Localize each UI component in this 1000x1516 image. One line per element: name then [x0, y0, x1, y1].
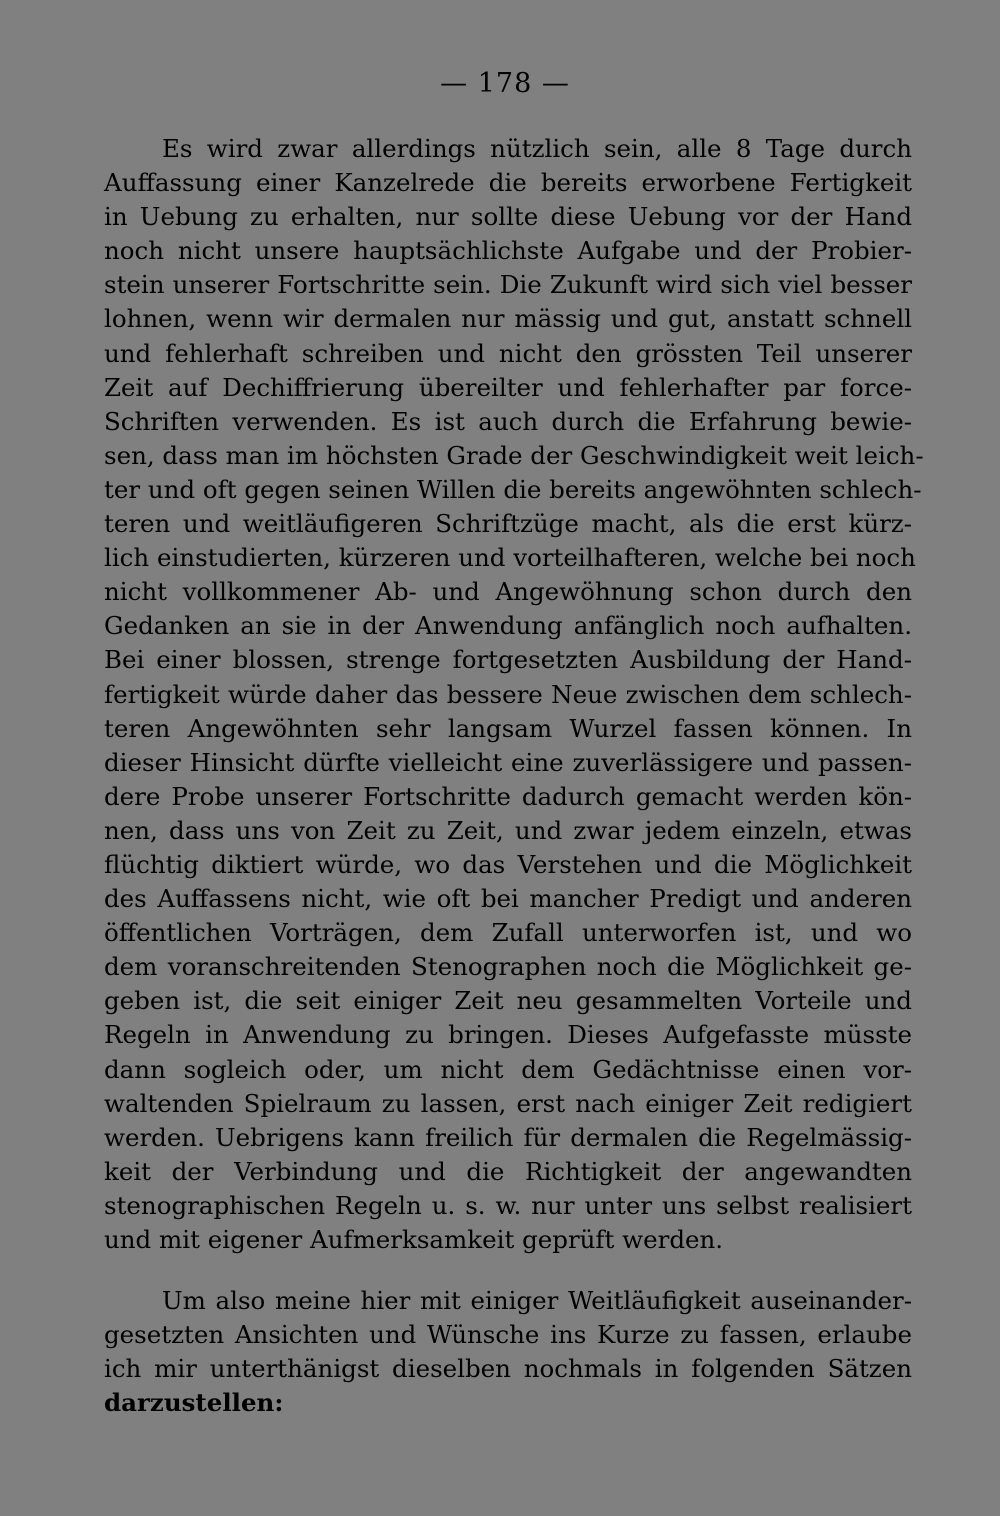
- page-number: — 178 —: [440, 68, 570, 99]
- text-line: und mit eigener Aufmerksamkeit geprüft werden.: [104, 1225, 724, 1254]
- text-line: in Uebung zu erhalten, nur sollte diese Uebung vor der Hand: [104, 202, 912, 232]
- paragraph-1: [104, 132, 924, 1257]
- text-line: Zeit auf Dechiffrierung übereilter und fehlerhafter par force-: [104, 372, 912, 402]
- text-line: Gedanken an sie in der Anwendung anfänglich noch aufhalten.: [104, 611, 912, 641]
- text-line: darzustellen:: [104, 1388, 284, 1418]
- text-line: lohnen, wenn wir dermalen nur mässig und gut, anstatt schnell: [104, 304, 912, 334]
- text-line: teren und weitläufigeren Schriftzüge macht, als die erst kürz-: [104, 509, 912, 539]
- text-line: geben ist, die seit einiger Zeit neu gesammelten Vorteile und: [104, 986, 912, 1016]
- text-line: werden. Uebrigens kann freilich für dermalen die Regelmässig-: [104, 1122, 912, 1152]
- text-line: fertigkeit würde daher das bessere Neue zwischen dem schlech-: [104, 679, 912, 709]
- text-line: dem voranschreitenden Stenographen noch die Möglichkeit ge-: [104, 952, 912, 982]
- text-line: dann sogleich oder, um nicht dem Gedächtnisse einen vor-: [104, 1054, 912, 1084]
- text-line: waltenden Spielraum zu lassen, erst nach einiger Zeit redigiert: [104, 1088, 912, 1118]
- text-line: stein unserer Fortschritte sein. Die Zukunft wird sich viel besser: [104, 270, 912, 300]
- text-line: ter und oft gegen seinen Willen die bereits angewöhnten schlech-: [104, 474, 922, 504]
- text-line: lich einstudierten, kürzeren und vorteilhafteren, welche bei noch: [104, 543, 916, 573]
- text-line: nicht vollkommener Ab- und Angewöhnung schon durch den: [104, 577, 912, 607]
- text-line: sen, dass man im höchsten Grade der Geschwindigkeit weit leich-: [104, 440, 924, 470]
- text-line: noch nicht unsere hauptsächlichste Aufgabe und der Probier-: [104, 236, 912, 266]
- text-line: gesetzten Ansichten und Wünsche ins Kurze zu fassen, erlaube: [104, 1320, 912, 1350]
- text-line: keit der Verbindung und die Richtigkeit der angewandten: [104, 1156, 912, 1186]
- text-line: dieser Hinsicht dürfte vielleicht eine zuverlässigere und passen-: [104, 747, 912, 777]
- text-line: flüchtig diktiert würde, wo das Verstehen und die Möglichkeit: [104, 849, 912, 879]
- text-line: teren Angewöhnten sehr langsam Wurzel fassen können. In: [104, 713, 912, 743]
- text-line: Schriften verwenden. Es ist auch durch die Erfahrung bewie-: [104, 406, 912, 436]
- text-line: des Auffassens nicht, wie oft bei mancher Predigt und anderen: [104, 884, 912, 914]
- text-line: Um also meine hier mit einiger Weitläufigkeit auseinander-: [162, 1286, 912, 1315]
- paragraph-2: [104, 1284, 912, 1420]
- text-line: Bei einer blossen, strenge fortgesetzten Ausbildung der Hand-: [104, 645, 912, 675]
- text-line: Auffassung einer Kanzelrede die bereits erworbene Fertigkeit: [104, 168, 912, 198]
- text-line: Regeln in Anwendung zu bringen. Dieses Aufgefasste müsste: [104, 1020, 912, 1050]
- text-line: Es wird zwar allerdings nützlich sein, alle 8 Tage durch: [162, 134, 912, 163]
- text-line: und fehlerhaft schreiben und nicht den grössten Teil unserer: [104, 338, 912, 368]
- text-line: dere Probe unserer Fortschritte dadurch gemacht werden kön-: [104, 781, 912, 811]
- text-line: ich mir unterthänigst dieselben nochmals in folgenden Sätzen: [104, 1354, 912, 1384]
- text-line: öffentlichen Vorträgen, dem Zufall unterworfen ist, und wo: [104, 918, 912, 948]
- text-line: stenographischen Regeln u. s. w. nur unter uns selbst realisiert: [104, 1190, 912, 1220]
- text-line: nen, dass uns von Zeit zu Zeit, und zwar jedem einzeln, etwas: [104, 815, 912, 845]
